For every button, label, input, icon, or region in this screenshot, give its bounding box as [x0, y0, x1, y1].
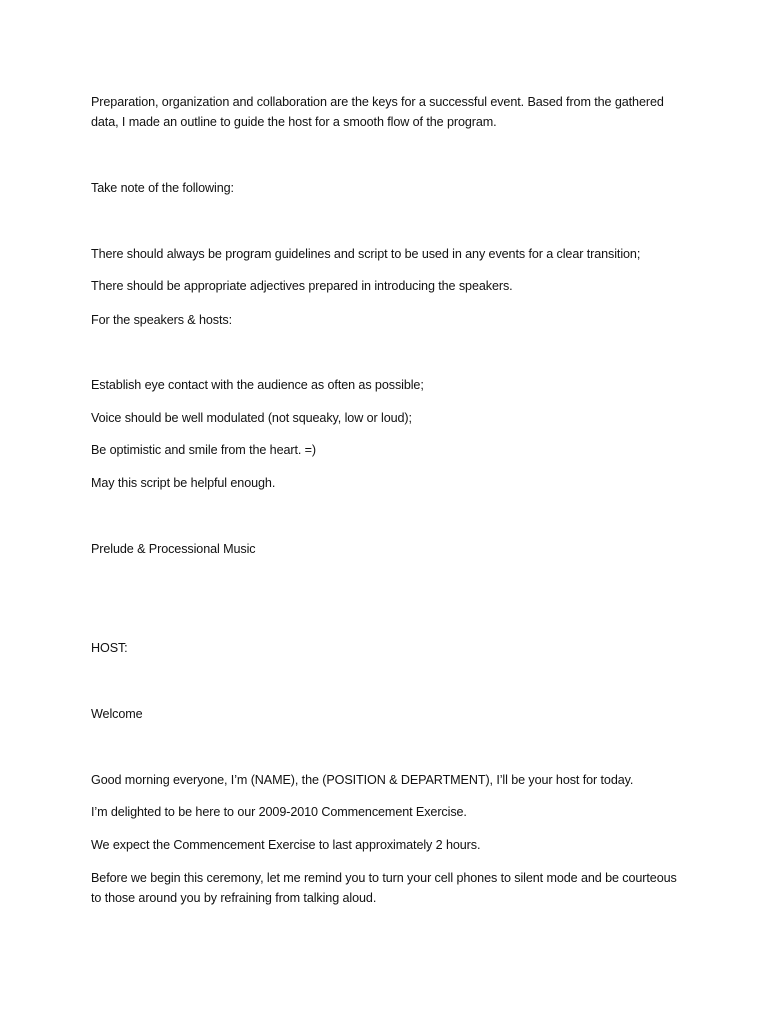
- note-adjectives: There should be appropriate adjectives prepared in introducing the speakers.: [91, 279, 513, 293]
- welcome-heading: Welcome: [91, 707, 143, 721]
- host-label: HOST:: [91, 641, 128, 655]
- greeting-line: Good morning everyone, I’m (NAME), the (POSITION & DEPARTMENT), I’ll be your host for today.: [91, 773, 634, 787]
- tip-voice: Voice should be well modulated (not squeaky, low or loud);: [91, 411, 412, 425]
- intro-paragraph: Preparation, organization and collaboration are the keys for a successful event. Based from the gathered data, I made an outline to guide the host for a smooth flow of the program.: [91, 95, 664, 129]
- delighted-line: I’m delighted to be here to our 2009-2010 Commencement Exercise.: [91, 805, 467, 819]
- note-guidelines: There should always be program guidelines and script to be used in any events for a clear transition;: [91, 247, 641, 261]
- tip-smile: Be optimistic and smile from the heart. =): [91, 443, 317, 457]
- duration-line: We expect the Commencement Exercise to last approximately 2 hours.: [91, 838, 481, 852]
- speakers-heading: For the speakers & hosts:: [91, 313, 232, 327]
- closing-line: May this script be helpful enough.: [91, 476, 276, 490]
- take-note-heading: Take note of the following:: [91, 181, 234, 195]
- prelude-line: Prelude & Processional Music: [91, 542, 256, 556]
- tip-eye-contact: Establish eye contact with the audience as often as possible;: [91, 378, 424, 392]
- reminder-paragraph: Before we begin this ceremony, let me remind you to turn your cell phones to silent mode and be courteous to those around you by refraining from talking aloud.: [91, 871, 677, 905]
